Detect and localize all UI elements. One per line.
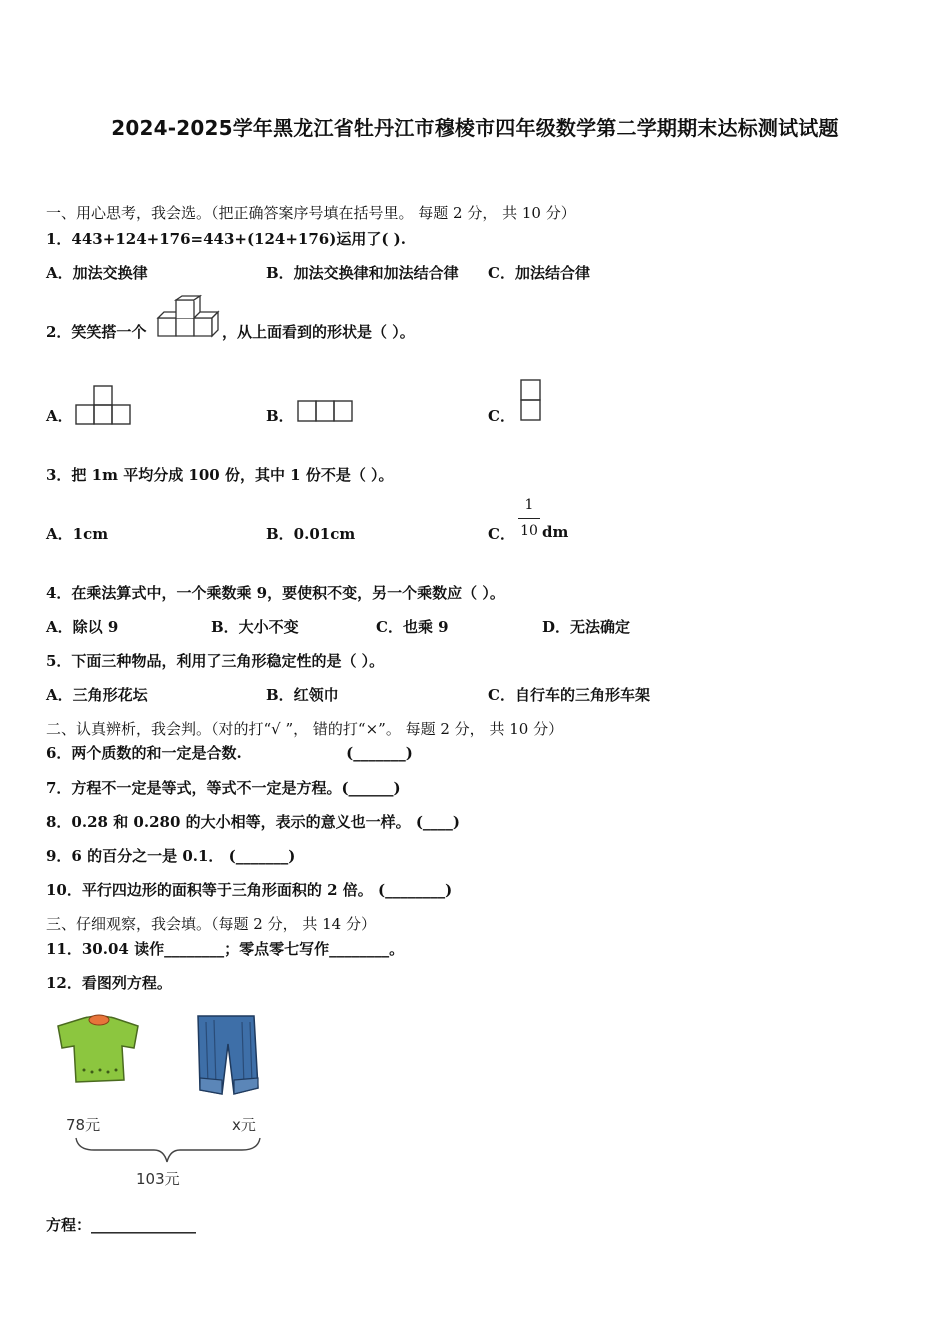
q4-option-b: B．大小不变 bbox=[211, 618, 299, 636]
equation-answer-line: 方程：______________ bbox=[46, 1216, 197, 1234]
shirt-price-label: 78元 bbox=[66, 1116, 101, 1134]
question-11: 11．30.04 读作________；零点零七写作________。 bbox=[46, 940, 405, 958]
pants-illustration bbox=[192, 1014, 272, 1100]
q2-option-b: B． bbox=[266, 407, 294, 425]
q2-option-a: A． bbox=[46, 407, 73, 425]
question-7: 7．方程不一定是等式，等式不一定是方程。(______) bbox=[46, 779, 401, 797]
q3-option-a: A．1cm bbox=[46, 525, 109, 543]
q4-option-d: D．无法确定 bbox=[542, 618, 631, 636]
q3-option-c-unit: dm bbox=[542, 523, 569, 541]
question-4: 4．在乘法算式中，一个乘数乘 9，要使积不变，另一个乘数应（ ）。 bbox=[46, 584, 505, 602]
question-6: 6．两个质数的和一定是合数. (_______) bbox=[46, 744, 413, 762]
q2-option-a-figure bbox=[75, 385, 133, 427]
q2-option-b-figure bbox=[297, 400, 357, 424]
question-9: 9．6 的百分之一是 0.1． (_______) bbox=[46, 847, 296, 865]
page-title: 2024-2025学年黑龙江省牡丹江市穆棱市四年级数学第二学期期末达标测试试题 bbox=[111, 116, 839, 140]
q5-option-c: C．自行车的三角形车架 bbox=[488, 686, 650, 704]
section-2-heading: 二、认真辨析，我会判。（对的打“√ ”， 错的打“×”。 每题 2 分， 共 10 分） bbox=[46, 720, 564, 738]
shirt-illustration bbox=[54, 1014, 144, 1084]
q3-option-b: B．0.01cm bbox=[266, 525, 356, 543]
pants-price-label: x元 bbox=[232, 1116, 256, 1134]
total-price-label: 103元 bbox=[136, 1170, 180, 1188]
q5-option-a: A．三角形花坛 bbox=[46, 686, 148, 704]
q2-option-c: C． bbox=[488, 407, 515, 425]
q1-option-c: C．加法结合律 bbox=[488, 264, 590, 282]
q4-option-a: A．除以 9 bbox=[46, 618, 119, 636]
question-2-start: 2．笑笑搭一个 bbox=[46, 323, 147, 341]
fraction-numerator: 1 bbox=[524, 497, 534, 513]
fraction-denominator: 10 bbox=[520, 523, 538, 539]
fraction-bar bbox=[518, 518, 540, 519]
total-brace bbox=[74, 1136, 264, 1166]
q4-option-c: C．也乘 9 bbox=[376, 618, 449, 636]
q1-option-a: A．加法交换律 bbox=[46, 264, 148, 282]
q2-option-c-figure bbox=[520, 379, 544, 423]
question-8: 8．0.28 和 0.280 的大小相等，表示的意义也一样。 (____) bbox=[46, 813, 461, 831]
q1-option-b: B．加法交换律和加法结合律 bbox=[266, 264, 459, 282]
section-1-heading: 一、用心思考，我会选。（把正确答案序号填在括号里。 每题 2 分， 共 10 分） bbox=[46, 204, 576, 222]
question-12: 12．看图列方程。 bbox=[46, 974, 172, 992]
question-2-end: ，从上面看到的形状是（ ）。 bbox=[222, 323, 415, 341]
section-3-heading: 三、仔细观察，我会填。（每题 2 分， 共 14 分） bbox=[46, 915, 376, 933]
question-3: 3．把 1m 平均分成 100 份，其中 1 份不是（ ）。 bbox=[46, 466, 394, 484]
question-10: 10．平行四边形的面积等于三角形面积的 2 倍。 (________) bbox=[46, 881, 453, 899]
question-5: 5．下面三种物品，利用了三角形稳定性的是（ ）。 bbox=[46, 652, 385, 670]
question-1: 1．443+124+176=443+(124+176)运用了( ). bbox=[46, 230, 406, 248]
cube-structure-figure bbox=[156, 296, 218, 342]
q5-option-b: B．红领巾 bbox=[266, 686, 339, 704]
q3-option-c: C． bbox=[488, 525, 515, 543]
